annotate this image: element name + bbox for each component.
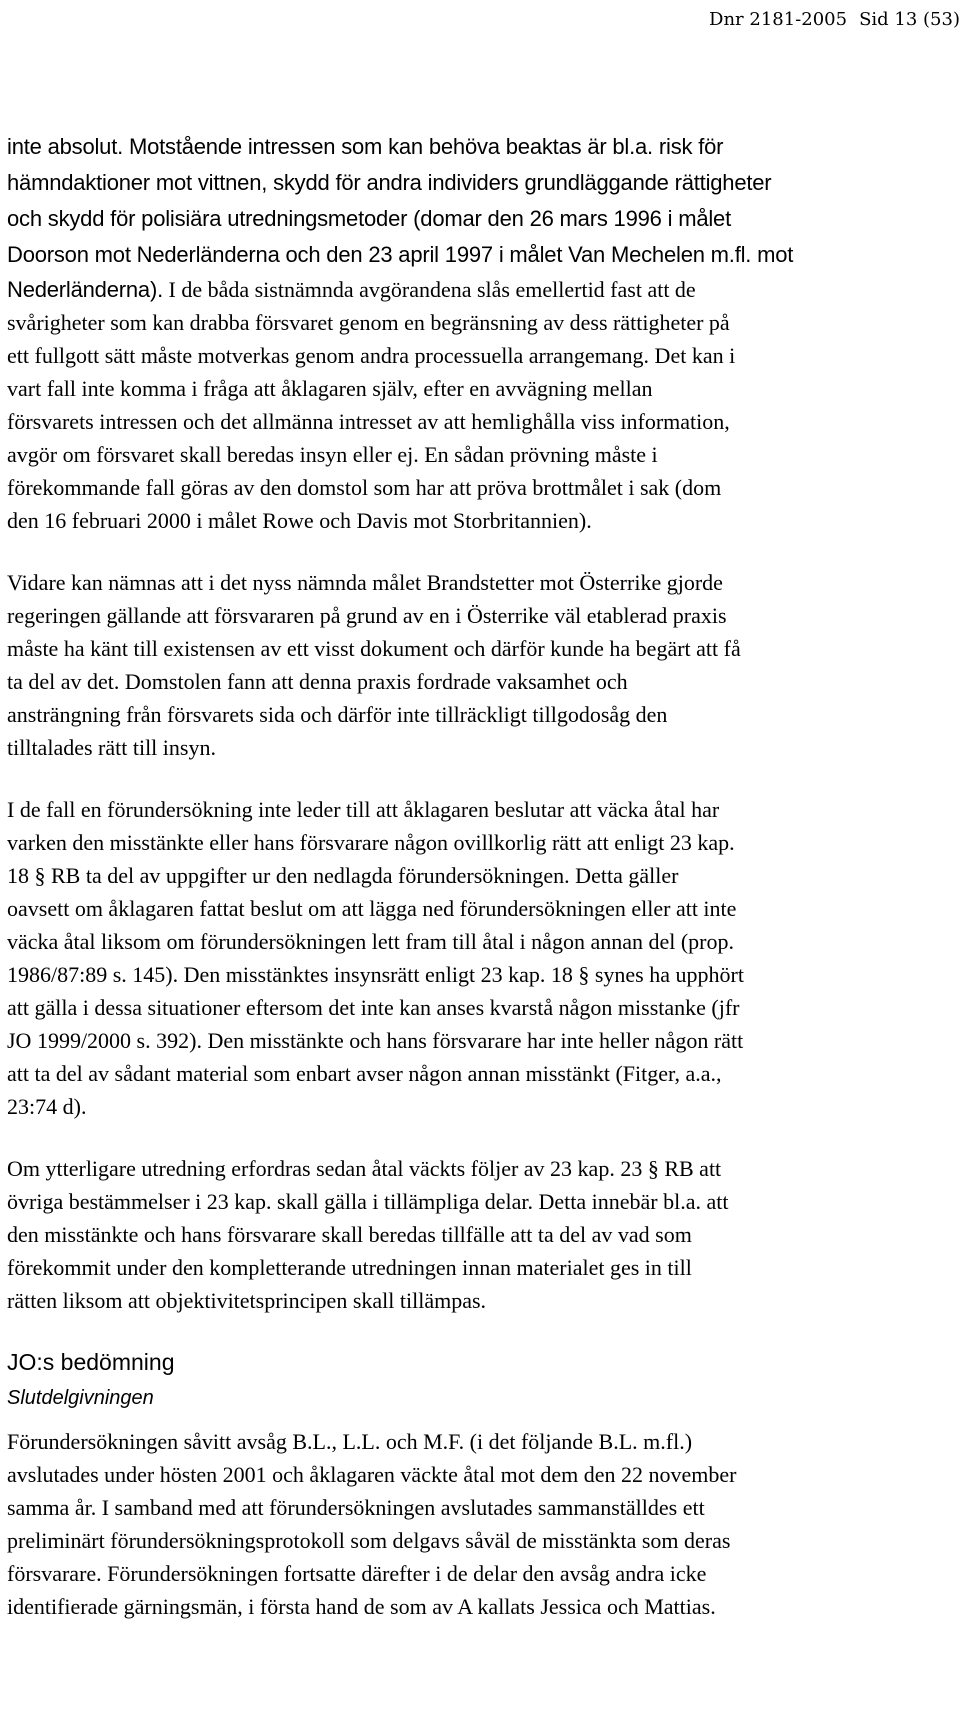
text-line: preliminärt förundersökningsprotokoll som delgavs såväl de misstänkta som deras (7, 1528, 731, 1553)
text-line: identifierade gärningsmän, i första hand de som av A kallats Jessica och Mattias. (7, 1594, 716, 1619)
text-line: inte absolut. Motstående intressen som kan behöva beaktas är bl.a. risk för (7, 134, 724, 159)
page-header (697, 6, 960, 34)
section-subheading: Slutdelgivningen (7, 1387, 154, 1409)
text-line: förekommit under den kompletterande utredningen innan materialet ges in till (7, 1255, 692, 1280)
text-line: ett fullgott sätt måste motverkas genom andra processuella arrangemang. Det kan i (7, 343, 736, 368)
text-line: att ta del av sådant material som enbart avser någon annan misstänkt (Fitger, a.a., (7, 1061, 722, 1086)
text-line: försvarare. Förundersökningen fortsatte därefter i de delar den avsåg andra icke (7, 1561, 707, 1586)
text-fragment: I de båda sistnämnda avgörandena slås emellertid fast att de (163, 277, 696, 302)
text-line: 18 § RB ta del av uppgifter ur den nedlagda förundersökningen. Detta gäller (7, 863, 679, 888)
text-line: avgör om försvaret skall beredas insyn eller ej. En sådan prövning måste i (7, 442, 658, 467)
text-line: hämndaktioner mot vittnen, skydd för andra individers grundläggande rättigheter (7, 170, 772, 195)
text-line: samma år. I samband med att förundersökningen avslutades sammanställdes ett (7, 1495, 705, 1520)
document-number: Dnr 2181-2005 (709, 9, 848, 30)
text-line: övriga bestämmelser i 23 kap. skall gälla i tillämpliga delar. Detta innebär bl.a. att (7, 1189, 729, 1214)
text-line: tilltalades rätt till insyn. (7, 735, 216, 760)
text-line: varken den misstänkte eller hans försvarare någon ovillkorlig rätt att enligt 23 kap. (7, 830, 735, 855)
text-line: ansträngning från försvarets sida och därför inte tillräckligt tillgodosåg den (7, 702, 668, 727)
text-line: måste ha känt till existensen av ett visst dokument och därför kunde ha begärt att få (7, 636, 741, 661)
section-heading: JO:s bedömning (7, 1349, 175, 1375)
text-line: rätten liksom att objektivitetsprincipen skall tillämpas. (7, 1288, 487, 1313)
text-line: att gälla i dessa situationer eftersom det inte kan anses kvarstå någon misstanke (jfr (7, 995, 740, 1020)
text-line: Doorson mot Nederländerna och den 23 april 1997 i målet Van Mechelen m.fl. mot (7, 242, 794, 267)
text-line (7, 272, 696, 308)
page-number: Sid 13 (53) (859, 9, 960, 30)
text-line: Vidare kan nämnas att i det nyss nämnda målet Brandstetter mot Österrike gjorde (7, 570, 723, 595)
text-line: avslutades under hösten 2001 och åklagaren väckte åtal mot dem den 22 november (7, 1462, 737, 1487)
text-line: försvarets intressen och det allmänna intresset av att hemlighålla viss information, (7, 409, 730, 434)
text-line: den misstänkte och hans försvarare skall beredas tillfälle att ta del av vad som (7, 1222, 692, 1247)
text-line: vart fall inte komma i fråga att åklagaren själv, efter en avvägning mellan (7, 376, 653, 401)
text-line: JO 1999/2000 s. 392). Den misstänkte och hans försvarare har inte heller någon rätt (7, 1028, 744, 1053)
text-line: regeringen gällande att försvararen på grund av en i Österrike väl etablerad praxis (7, 603, 727, 628)
text-fragment: Nederländerna). (7, 277, 163, 302)
text-line: ta del av det. Domstolen fann att denna praxis fordrade vaksamhet och (7, 669, 628, 694)
text-line: svårigheter som kan drabba försvaret genom en begränsning av dess rättigheter på (7, 310, 730, 335)
text-line: I de fall en förundersökning inte leder till att åklagaren beslutar att väcka åtal har (7, 797, 720, 822)
text-line: Förundersökningen såvitt avsåg B.L., L.L. och M.F. (i det följande B.L. m.fl.) (7, 1429, 693, 1454)
text-line: 1986/87:89 s. 145). Den misstänktes insynsrätt enligt 23 kap. 18 § synes ha upphört (7, 962, 744, 987)
text-line: 23:74 d). (7, 1094, 87, 1119)
text-line: Om ytterligare utredning erfordras sedan åtal väckts följer av 23 kap. 23 § RB att (7, 1156, 722, 1181)
text-line: den 16 februari 2000 i målet Rowe och Davis mot Storbritannien). (7, 508, 592, 533)
text-line: och skydd för polisiära utredningsmetoder (domar den 26 mars 1996 i målet (7, 206, 732, 231)
text-line: väcka åtal liksom om förundersökningen lett fram till åtal i någon annan del (prop. (7, 929, 735, 954)
text-line: oavsett om åklagaren fattat beslut om att lägga ned förundersökningen eller att inte (7, 896, 737, 921)
text-line: förekommande fall göras av den domstol som har att pröva brottmålet i sak (dom (7, 475, 722, 500)
